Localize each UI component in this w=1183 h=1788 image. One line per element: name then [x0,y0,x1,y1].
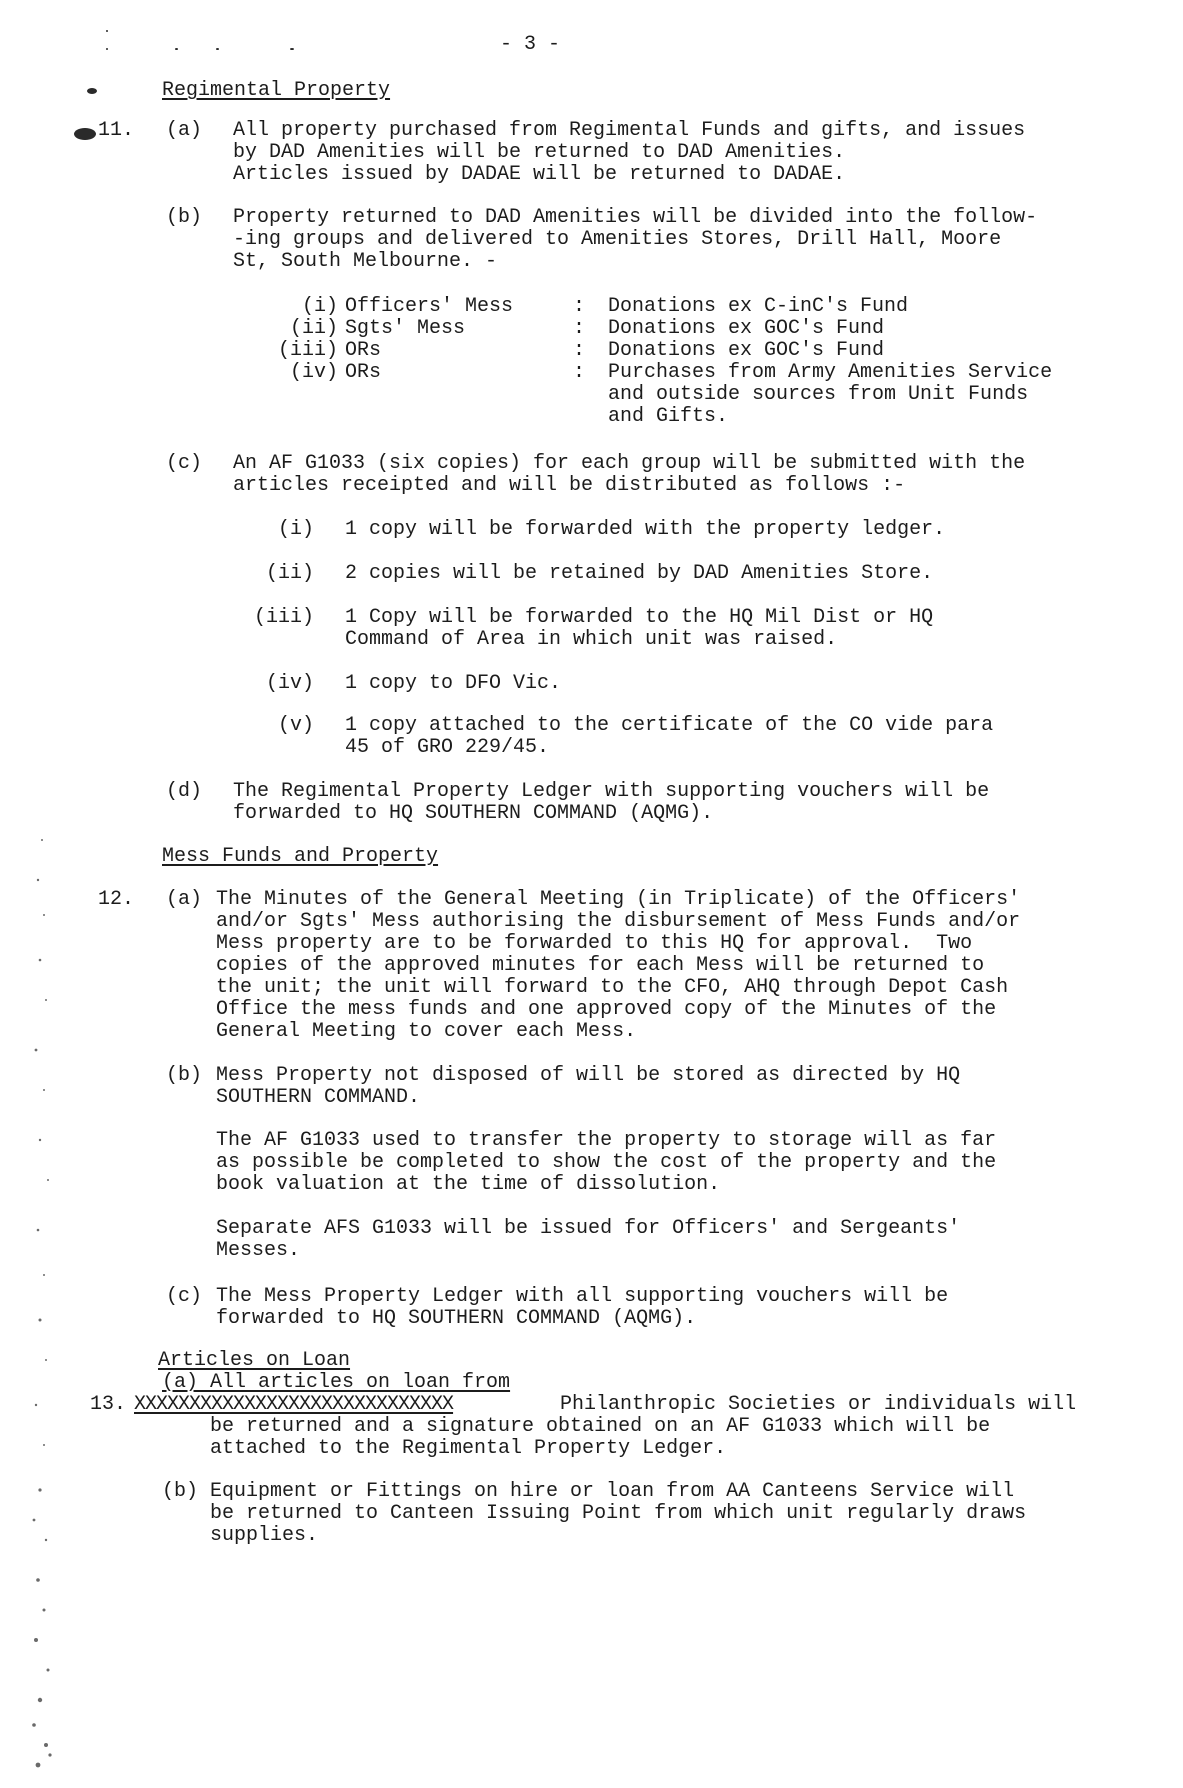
ink-speck [290,48,294,50]
paragraph-line: The Regimental Property Ledger with supporting vouchers will be [233,780,990,803]
copy-number: (i) [278,518,315,541]
group-separator: : [573,295,586,318]
group-name: Sgts' Mess [345,317,466,340]
paragraph-line: Office the mess funds and one approved copy of the Minutes of the [216,998,997,1021]
copy-number: (v) [278,714,315,737]
paragraph-line: Equipment or Fittings on hire or loan from AA Canteens Service will [210,1480,1015,1503]
ink-speck [175,48,178,50]
scan-edge-noise [0,820,60,1780]
paragraph-line: The AF G1033 used to transfer the property to storage will as far [216,1129,997,1152]
paragraph-line: St, South Melbourne. - [233,250,498,273]
ink-speck [106,48,108,50]
paragraph-line: General Meeting to cover each Mess. [216,1020,637,1043]
group-separator: : [573,317,586,340]
paragraph-line: as possible be completed to show the cost of the property and the [216,1151,997,1174]
copy-number: (ii) [266,562,315,585]
group-separator: : [573,361,586,384]
paragraph-line: Articles issued by DADAE will be returned to DADAE. [233,163,846,186]
group-number: (iii) [278,339,339,362]
paragraph-line: copies of the approved minutes for each Mess will be returned to [216,954,985,977]
paragraph-line: the unit; the unit will forward to the CFO, AHQ through Depot Cash [216,976,1009,999]
item-marker: (c) [166,452,203,475]
item-marker: (b) [162,1480,199,1503]
copy-line: Command of Area in which unit was raised. [345,628,838,651]
struck-out-text: XXXXXXXXXXXXXXXXXXXXXXXXXXXXX [134,1393,454,1416]
paragraph-line: be returned to Canteen Issuing Point from which unit regularly draws [210,1502,1027,1525]
ink-speck [216,48,219,50]
paragraph-line: articles receipted and will be distributed as follows :- [233,474,906,497]
group-name: ORs [345,361,382,384]
paragraph-line: forwarded to HQ SOUTHERN COMMAND (AQMG). [216,1307,697,1330]
paragraph-line: -ing groups and delivered to Amenities Stores, Drill Hall, Moore [233,228,1002,251]
item-marker: (a) [166,888,203,911]
paragraph-line: Mess property are to be forwarded to this HQ for approval. Two [216,932,973,955]
paragraph-line: SOUTHERN COMMAND. [216,1086,421,1109]
paragraph-line: (a) All articles on loan from [162,1371,511,1394]
paragraph-line: be returned and a signature obtained on an AF G1033 which will be [210,1415,991,1438]
paragraph-line: The Minutes of the General Meeting (in Triplicate) of the Officers' [216,888,1021,911]
paragraph-line: Separate AFS G1033 will be issued for Officers' and Sergeants' [216,1217,961,1240]
group-number: (iv) [290,361,339,384]
paragraph-line: and/or Sgts' Mess authorising the disbursement of Mess Funds and/or [216,910,1021,933]
paragraph-line: Messes. [216,1239,301,1262]
copy-line: 1 copy attached to the certificate of the CO vide para [345,714,994,737]
item-marker: (b) [166,206,203,229]
paragraph-line: by DAD Amenities will be returned to DAD Amenities. [233,141,846,164]
group-name: ORs [345,339,382,362]
paragraph-number: 12. [98,888,135,911]
section-heading: Articles on Loan [158,1349,351,1372]
group-number: (i) [302,295,339,318]
paragraph-number: 11. [98,119,135,142]
paragraph-line: Mess Property not disposed of will be stored as directed by HQ [216,1064,961,1087]
ink-blot [87,88,97,94]
ink-speck [106,30,108,32]
paragraph-line: Philanthropic Societies or individuals will [560,1393,1077,1416]
paragraph-line: All property purchased from Regimental Funds and gifts, and issues [233,119,1026,142]
paragraph-line: book valuation at the time of dissolution. [216,1173,721,1196]
group-number: (ii) [290,317,339,340]
paragraph-line: The Mess Property Ledger with all supporting vouchers will be [216,1285,949,1308]
group-name: Officers' Mess [345,295,514,318]
copy-line: 1 Copy will be forwarded to the HQ Mil Dist or HQ [345,606,934,629]
paragraph-line: Property returned to DAD Amenities will be divided into the follow- [233,206,1038,229]
group-source: Donations ex GOC's Fund [608,317,885,340]
paragraph-number: 13. [90,1393,127,1416]
paragraph-line: An AF G1033 (six copies) for each group will be submitted with the [233,452,1026,475]
ink-blot [74,128,96,140]
paragraph-line: supplies. [210,1524,319,1547]
group-source: Donations ex C-inC's Fund [608,295,909,318]
copy-line: 45 of GRO 229/45. [345,736,550,759]
copy-line: 1 copy to DFO Vic. [345,672,562,695]
page-number: - 3 - [500,33,561,56]
group-source: and outside sources from Unit Funds [608,383,1029,406]
item-marker: (b) [166,1064,203,1087]
group-separator: : [573,339,586,362]
item-marker: (a) [166,119,203,142]
item-marker: (c) [166,1285,203,1308]
item-marker: (d) [166,780,203,803]
copy-line: 2 copies will be retained by DAD Amenities Store. [345,562,934,585]
group-source: and Gifts. [608,405,729,428]
copy-line: 1 copy will be forwarded with the property ledger. [345,518,946,541]
paragraph-line: attached to the Regimental Property Ledger. [210,1437,727,1460]
group-source: Purchases from Army Amenities Service [608,361,1053,384]
copy-number: (iv) [266,672,315,695]
paragraph-line: forwarded to HQ SOUTHERN COMMAND (AQMG). [233,802,714,825]
copy-number: (iii) [254,606,315,629]
group-source: Donations ex GOC's Fund [608,339,885,362]
section-heading: Mess Funds and Property [162,845,439,868]
section-heading: Regimental Property [162,79,391,102]
